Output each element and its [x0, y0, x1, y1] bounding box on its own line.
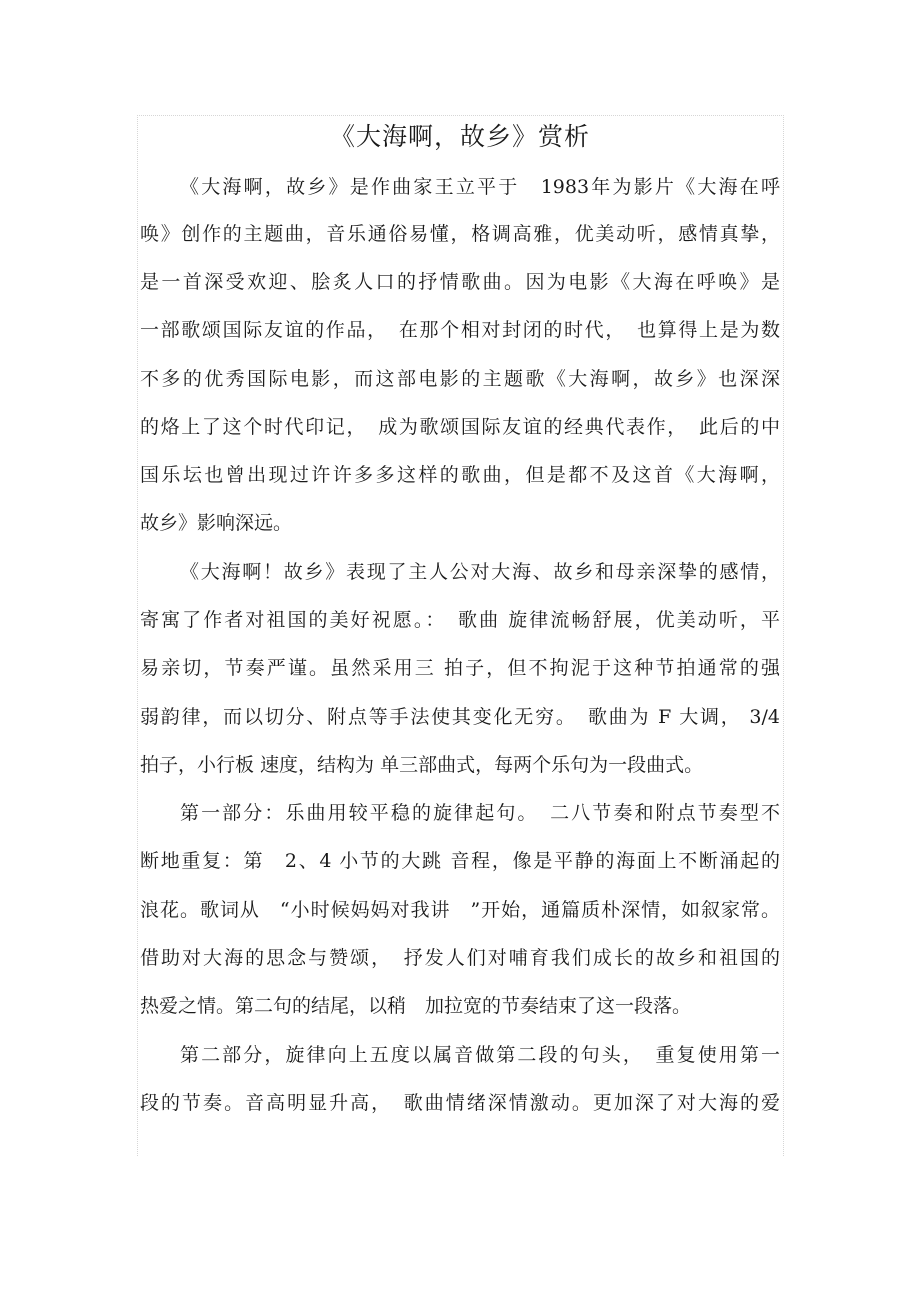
paragraph-1-line-2: 唤》创作的主题曲，音乐通俗易懂，格调高雅，优美动听，感情真挚，: [140, 223, 780, 245]
paragraph-4-line-1: 第二部分，旋律向上五度以属音做第二段的句头， 重复使用第一: [180, 1044, 780, 1066]
paragraph-1-line-6: 的烙上了这个时代印记， 成为歌颂国际友谊的经典代表作， 此后的中: [140, 416, 780, 438]
paragraph-2-line-1: 《大海啊！故乡》表现了主人公对大海、故乡和母亲深挚的感情，: [180, 561, 780, 583]
paragraph-1-line-1: 《大海啊，故乡》是作曲家王立平于 1983年为影片《大海在呼: [180, 176, 780, 198]
paragraph-1-line-8: 故乡》影响深远。: [140, 512, 293, 534]
paragraph-3-line-4: 借助对大海的思念与赞颂， 抒发人们对哺育我们成长的故乡和祖国的: [140, 947, 780, 969]
paragraph-2-line-5: 拍子，小行板 速度，结构为 单三部曲式，每两个乐句为一段曲式。: [140, 754, 704, 776]
paragraph-3-line-5: 热爱之情。第二句的结尾，以稍 加拉宽的节奏结束了这一段落。: [140, 995, 692, 1017]
paragraph-4-line-2: 段的节奏。音高明显升高， 歌曲情绪深情激动。更加深了对大海的爱: [140, 1092, 780, 1114]
paragraph-2-line-3: 易亲切，节奏严谨。虽然采用三 拍子，但不拘泥于这种节拍通常的强: [140, 657, 780, 679]
document-title: 《大海啊，故乡》赏析: [329, 122, 590, 151]
paragraph-2-line-2: 寄寓了作者对祖国的美好祝愿。： 歌曲 旋律流畅舒展，优美动听，平: [140, 609, 780, 631]
paragraph-1-line-4: 一部歌颂国际友谊的作品， 在那个相对封闭的时代， 也算得上是为数: [140, 319, 780, 341]
paragraph-1-line-3: 是一首深受欢迎、脍炙人口的抒情歌曲。因为电影《大海在呼唤》是: [140, 271, 780, 293]
paragraph-2-line-4: 弱韵律，而以切分、附点等手法使其变化无穷。 歌曲为 F 大调， 3/4: [140, 706, 780, 728]
paragraph-1-line-5: 不多的优秀国际电影，而这部电影的主题歌《大海啊，故乡》也深深: [140, 368, 780, 390]
paragraph-3-line-3: 浪花。歌词从 “小时候妈妈对我讲 ”开始，通篇质朴深情，如叙家常。: [140, 899, 780, 921]
paragraph-3-line-2: 断地重复：第 2、4 小节的大跳 音程，像是平静的海面上不断涌起的: [140, 850, 780, 872]
paragraph-1-line-7: 国乐坛也曾出现过许许多多这样的歌曲，但是都不及这首《大海啊，: [140, 464, 780, 486]
paragraph-3-line-1: 第一部分：乐曲用较平稳的旋律起句。 二八节奏和附点节奏型不: [180, 802, 780, 824]
